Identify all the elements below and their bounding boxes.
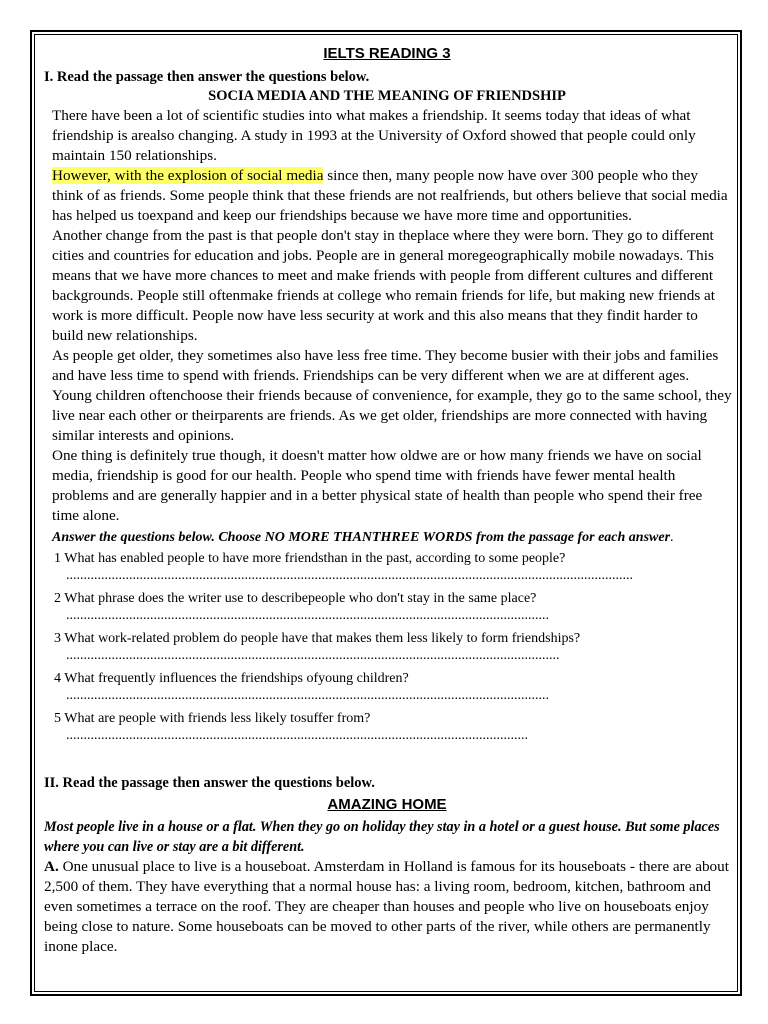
question-item: [42, 670, 732, 704]
question-text: 5 What are people with friends less likely tosuffer from?: [54, 711, 371, 726]
question-text: 1 What has enabled people to have more friendsthan in the past, according to some people?: [54, 551, 566, 566]
questions-instruction-period: .: [670, 530, 674, 545]
section-2: [42, 774, 732, 957]
questions-list: [42, 550, 732, 744]
questions-instruction: [52, 528, 732, 548]
passage-title: SOCIA MEDIA AND THE MEANING OF FRIENDSHIP: [208, 88, 566, 104]
paragraph-3: Another change from the past is that people don't stay in theplace where they were born. They go to different cities and countries for education and jobs. People are in general moregeographically mobile nowadays. This means that we have more chances to meet and make friends with people from different cultures and different backgrounds. People still oftenmake friends at college who remain friends for life, but making new friends at work is more difficult. People now have less security at work and this also means that they findit harder to build new relationships.: [52, 227, 715, 344]
section2-intro: Most people live in a house or a flat. When they go on holiday they stay in a hotel or a guest house. But some places where you can live or stay are a bit different.: [44, 819, 720, 855]
paragraph-1: There have been a lot of scientific studies into what makes a friendship. It seems today that ideas of what friendship is arealso changing. A study in 1993 at the University of Oxford showed that people could only maintain 150 relationships.: [52, 107, 696, 164]
paragraph-5: One thing is definitely true though, it doesn't matter how oldwe are or how many friends we have on social media, friendship is good for our health. People who spend time with friends have fewer mental health problems and are generally happier and in a better physical state of health than people who spend their free time alone.: [52, 447, 703, 524]
question-text: 2 What phrase does the writer use to describepeople who don't stay in the same place?: [54, 591, 537, 606]
answer-line[interactable]: ..........................................................................................................................................: [66, 608, 549, 623]
question-item: [42, 590, 732, 624]
question-text: 4 What frequently influences the friendships ofyoung children?: [54, 671, 409, 686]
question-text: 3 What work-related problem do people have that makes them less likely to form friendships?: [54, 631, 581, 646]
answer-line[interactable]: ..........................................................................................................................................: [66, 688, 549, 703]
answer-line[interactable]: ..................................................................................................................................................................: [66, 568, 633, 583]
paragraph-a-text: One unusual place to live is a houseboat. Amsterdam in Holland is famous for its houseboats - there are about 2,500 of them. They have everything that a normal house has: a living room, bedroom, kitchen, bathroom and even sometimes a terrace on the roof. They are cheaper than houses and people who live on houseboats enjoy being close to nature. Some houseboats can be moved to other parts of the river, while others are permanently inone place.: [44, 858, 729, 955]
paragraph-a-label: A.: [44, 858, 59, 875]
answer-line[interactable]: ....................................................................................................................................: [66, 728, 528, 743]
answer-line[interactable]: .............................................................................................................................................: [66, 648, 560, 663]
question-item: [42, 550, 732, 584]
highlighted-phrase: However, with the explosion of social media: [52, 167, 324, 184]
paragraph-2-rest: since then, many people now have over 300 people who they think of as friends. Some people think that these friends are not realfriends, but others believe that social media has helped us toexpand and keep our friendships because we have more time and opportunities.: [52, 167, 728, 224]
worksheet-title: IELTS READING 3: [323, 45, 451, 62]
worksheet-content: [42, 42, 732, 957]
question-item: [42, 710, 732, 744]
paragraph-4: As people get older, they sometimes also have less free time. They become busier with their jobs and families and have less time to spend with friends. Friendships can be very different when we are at different ages. Young children oftenchoose their friends because of convenience, for example, they go to the same school, they live near each other or theirparents are friends. As we get older, friendships are more connected with having similar interests and opinions.: [52, 347, 732, 444]
section1-instruction: I. Read the passage then answer the questions below.: [44, 69, 370, 85]
paragraph-a: [44, 857, 732, 957]
paragraph-2: [52, 166, 732, 226]
questions-instruction-text: Answer the questions below. Choose NO MORE THANTHREE WORDS from the passage for each answer: [52, 530, 671, 545]
question-item: [42, 630, 732, 664]
section2-title: AMAZING HOME: [327, 796, 447, 813]
section2-instruction: II. Read the passage then answer the questions below.: [44, 775, 375, 791]
